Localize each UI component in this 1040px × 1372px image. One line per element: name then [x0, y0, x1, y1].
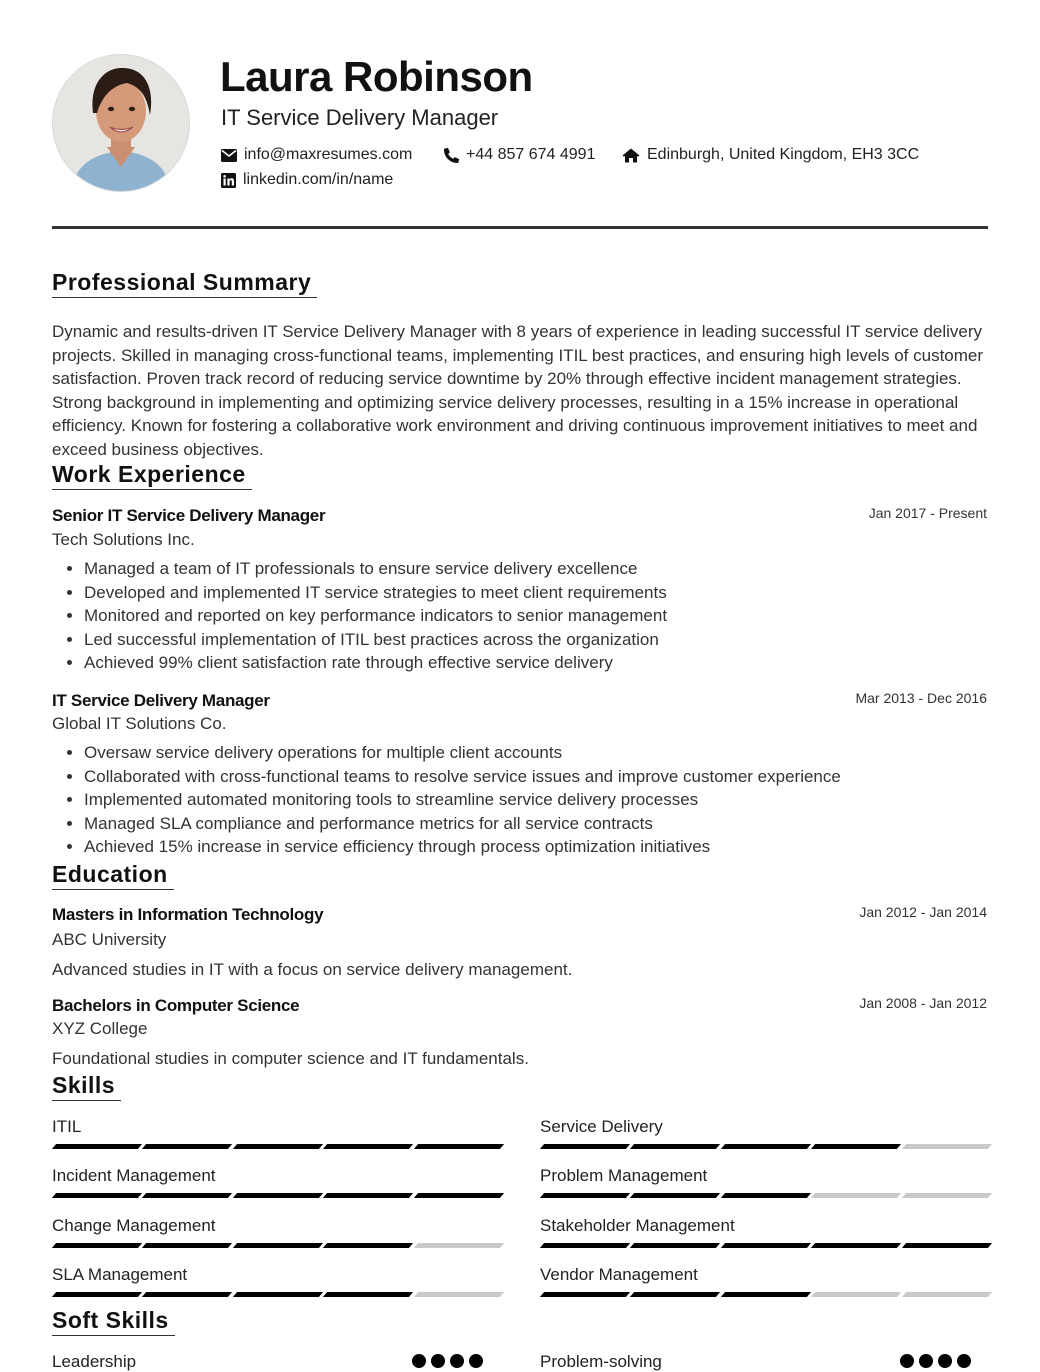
- rating-dot: [431, 1354, 445, 1368]
- skill-segment-empty: [811, 1193, 902, 1198]
- skill-segment-filled: [142, 1292, 233, 1297]
- skill-segment-filled: [902, 1243, 993, 1248]
- skill-bar: [54, 1292, 502, 1298]
- skill-segment-filled: [233, 1144, 324, 1149]
- section-title-experience: Work Experience: [52, 460, 252, 490]
- job-title: IT Service Delivery Manager: [52, 691, 270, 710]
- list-item: • Collaborated with cross-functional teams to resolve service issues and improve customer experience: [84, 765, 984, 789]
- candidate-name: Laura Robinson: [220, 53, 533, 100]
- skill-segment-filled: [811, 1144, 902, 1149]
- skill-label: Vendor Management: [540, 1265, 698, 1284]
- soft-skill-rating: [900, 1354, 971, 1368]
- skill-segment-filled: [233, 1193, 324, 1198]
- avatar: [52, 54, 190, 192]
- job-title: Senior IT Service Delivery Manager: [52, 506, 326, 525]
- list-item: • Implemented automated monitoring tools to streamline service delivery processes: [84, 788, 984, 812]
- skill-segment-filled: [721, 1144, 812, 1149]
- contact-email[interactable]: [221, 145, 412, 165]
- rating-dot: [919, 1354, 933, 1368]
- summary-text: Dynamic and results-driven IT Service Delivery Manager with 8 years of experience in leading successful IT service delivery projects. Skilled in managing cross-functional teams, implementing ITIL best practices, and ensuring high levels of customer satisfaction. Proven track record of reducing service downtime by 20% through effective incident management strategies. Strong background in implementing and optimizing service delivery processes, resulting in a 15% increase in operational efficiency. Known for fostering a collaborative work environment and driving continuous improvement initiatives to meet and exceed business objectives.: [52, 322, 984, 459]
- list-item: • Monitored and reported on key performance indicators to senior management: [84, 604, 984, 628]
- header-divider: [52, 226, 988, 229]
- soft-skill-label: Problem-solving: [540, 1352, 662, 1371]
- phone-text: +44 857 674 4991: [466, 146, 596, 163]
- degree-dates: Jan 2008 - Jan 2012: [859, 995, 987, 1011]
- skill-segment-filled: [811, 1243, 902, 1248]
- skill-label: SLA Management: [52, 1265, 188, 1284]
- skill-segment-filled: [540, 1193, 631, 1198]
- list-item: • Oversaw service delivery operations for multiple client accounts: [84, 741, 984, 765]
- section-title-skills: Skills: [52, 1071, 121, 1101]
- skill-segment-filled: [540, 1243, 631, 1248]
- skill-segment-empty: [414, 1292, 505, 1297]
- list-item: • Developed and implemented IT service strategies to meet client requirements: [84, 581, 984, 605]
- skill-segment-filled: [323, 1292, 414, 1297]
- skill-segment-filled: [630, 1292, 721, 1297]
- skill-segment-filled: [142, 1144, 233, 1149]
- contact-location: [622, 145, 919, 165]
- profile-photo: [53, 55, 189, 191]
- skill-segment-empty: [811, 1292, 902, 1297]
- job-dates: Jan 2017 - Present: [868, 505, 987, 521]
- linkedin-text: linkedin.com/in/name: [243, 171, 394, 188]
- degree-title: Masters in Information Technology: [52, 905, 324, 924]
- skill-bar: [542, 1243, 990, 1249]
- skill-segment-filled: [142, 1193, 233, 1198]
- candidate-role: IT Service Delivery Manager: [221, 105, 499, 130]
- skill-segment-filled: [414, 1193, 505, 1198]
- section-title-education: Education: [52, 860, 174, 890]
- school-name: XYZ College: [52, 1019, 148, 1038]
- skill-segment-filled: [323, 1144, 414, 1149]
- degree-description: Advanced studies in IT with a focus on service delivery management.: [52, 960, 573, 979]
- skill-segment-filled: [540, 1292, 631, 1297]
- skill-bar: [54, 1243, 502, 1249]
- skill-label: Service Delivery: [540, 1117, 663, 1136]
- skill-segment-filled: [323, 1193, 414, 1198]
- section-title-soft-skills: Soft Skills: [52, 1306, 175, 1336]
- rating-dot: [900, 1354, 914, 1368]
- skill-label: ITIL: [52, 1117, 82, 1136]
- skill-segment-filled: [721, 1243, 812, 1248]
- skill-segment-filled: [52, 1292, 143, 1297]
- skill-segment-empty: [902, 1144, 993, 1149]
- skill-bar: [54, 1144, 502, 1150]
- rating-dot: [957, 1354, 971, 1368]
- degree-title: Bachelors in Computer Science: [52, 996, 300, 1015]
- skill-segment-filled: [721, 1193, 812, 1198]
- list-item: • Managed SLA compliance and performance metrics for all service contracts: [84, 812, 984, 836]
- envelope-icon: [221, 149, 237, 162]
- skill-segment-filled: [52, 1243, 143, 1248]
- skill-label: Stakeholder Management: [540, 1216, 735, 1235]
- skill-label: Incident Management: [52, 1166, 216, 1185]
- skill-segment-filled: [630, 1243, 721, 1248]
- section-title-summary: Professional Summary: [52, 268, 317, 298]
- rating-dot: [938, 1354, 952, 1368]
- skill-bar: [542, 1193, 990, 1199]
- skill-bar: [542, 1292, 990, 1298]
- contact-linkedin[interactable]: [221, 170, 393, 190]
- job-bullets: [60, 741, 984, 859]
- skill-segment-filled: [414, 1144, 505, 1149]
- skill-segment-filled: [630, 1193, 721, 1198]
- skill-bar: [54, 1193, 502, 1199]
- skill-label: Problem Management: [540, 1166, 708, 1185]
- soft-skill-rating: [412, 1354, 483, 1368]
- skill-segment-filled: [233, 1292, 324, 1297]
- job-dates: Mar 2013 - Dec 2016: [855, 690, 987, 706]
- skill-label: Change Management: [52, 1216, 216, 1235]
- linkedin-icon: [221, 173, 236, 188]
- list-item: • Led successful implementation of ITIL best practices across the organization: [84, 628, 984, 652]
- skill-segment-filled: [323, 1243, 414, 1248]
- list-item: • Managed a team of IT professionals to ensure service delivery excellence: [84, 557, 984, 581]
- skill-segment-empty: [902, 1292, 993, 1297]
- job-company: Global IT Solutions Co.: [52, 714, 227, 733]
- degree-dates: Jan 2012 - Jan 2014: [859, 904, 987, 920]
- rating-dot: [450, 1354, 464, 1368]
- job-bullets: [60, 557, 984, 675]
- rating-dot: [469, 1354, 483, 1368]
- skill-segment-filled: [233, 1243, 324, 1248]
- skill-segment-filled: [630, 1144, 721, 1149]
- skill-segment-filled: [721, 1292, 812, 1297]
- skill-segment-filled: [540, 1144, 631, 1149]
- skill-bar: [542, 1144, 990, 1150]
- skill-segment-empty: [414, 1243, 505, 1248]
- email-text: info@maxresumes.com: [244, 146, 413, 163]
- degree-description: Foundational studies in computer science and IT fundamentals.: [52, 1049, 529, 1068]
- contact-phone[interactable]: [444, 145, 595, 165]
- skill-segment-filled: [142, 1243, 233, 1248]
- skill-segment-filled: [52, 1144, 143, 1149]
- skill-segment-filled: [52, 1193, 143, 1198]
- list-item: • Achieved 15% increase in service efficiency through process optimization initiatives: [84, 835, 984, 859]
- phone-icon: [444, 148, 459, 163]
- job-company: Tech Solutions Inc.: [52, 530, 195, 549]
- home-icon: [622, 148, 640, 163]
- skill-segment-empty: [902, 1193, 993, 1198]
- soft-skill-label: Leadership: [52, 1352, 137, 1371]
- rating-dot: [412, 1354, 426, 1368]
- location-text: Edinburgh, United Kingdom, EH3 3CC: [647, 146, 920, 163]
- list-item: • Achieved 99% client satisfaction rate through effective service delivery: [84, 651, 984, 675]
- school-name: ABC University: [52, 930, 167, 949]
